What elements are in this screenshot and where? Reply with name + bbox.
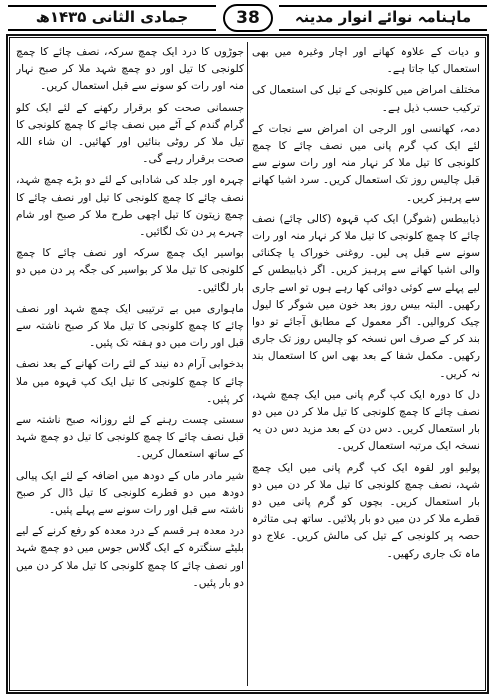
paragraph: و دیات کے علاوہ کھانے اور اچار وغیرہ میں بھی استعمال کیا جاتا ہے۔ (252, 46, 480, 76)
paragraph: بدخوابی آرام دہ نیند کے لئے رات کھانے کے بعد نصف چائے کا چمچ کلونجی کا تیل ایک کپ قہوہ میں ملا کر پئیں۔ (16, 358, 244, 405)
issue-date: جمادی الثانی ۱۴۳۵ھ (35, 8, 189, 26)
paragraph: ذیابیطس (شوگر) ایک کپ قہوہ (کالی چائے) نصف چائے کا چمچ کلونجی کا تیل ملا کر نہار منہ اور رات سونے سے قبل پی لیں۔ روغنی خوراک یا چکنائی والی اشیا کھانے سے پرہیز کریں۔ اگر ذیابیطس کے لیے پہلے سے کوئی دوائی کھا رہے ہوں تو اسے جاری رکھیں۔ البتہ بیس روز بعد خون میں شوگر کا لیول چیک کروالیں۔ اگر معمول کے مطابق آجائے تو دوا بند کر کے صرف اس نسخہ کو چالیس روز تک جاری رکھیں۔ مکمل شفا کے بعد بھی اس کا استعمال بند نہ کریں۔ (252, 212, 480, 380)
paragraph: پولیو اور لقوہ ایک کپ گرم پانی میں ایک چمچ شہد، نصف چمچ کلونجی کا تیل ملا کر دن میں دو بار استعمال کریں۔ بچوں کو گرم پانی میں دو قطرے ملا کر دن میں دو بار پلائیں۔ ساتھ ہی متاثرہ حصہ پر کلونجی کے تیل کی مالش کریں۔ علاج دو ماہ تک جاری رکھیں۔ (252, 461, 480, 560)
paragraph: مختلف امراض میں کلونجی کے تیل کی استعمال کی ترکیب حسب ذیل ہے۔ (252, 84, 480, 114)
page-header (8, 4, 487, 32)
paragraph: سستی چست رہنے کے لئے روزانہ صبح ناشتہ سے قبل نصف چائے کا چمچ کلونجی کا تیل دو چمچ شہد کے ساتھ استعمال کریں۔ (16, 414, 244, 461)
paragraph: درد معدہ ہر قسم کے درد معدہ کو رفع کرنے کے لیے بلیٹے سنگترہ کے ایک گلاس جوس میں دو چمچ شہد اور نصف چائے کا چمچ کلونجی کا تیل ملا کر دن میں دو بار پئیں۔ (16, 525, 244, 589)
paragraph: دل کا دورہ ایک کپ گرم پانی میں ایک چمچ شہد، نصف چائے کا چمچ کلونجی کا تیل ملا کر دن میں دو بار استعمال کریں۔ دس دن کے بعد مزید دس دن یہ نسخہ ایک مرتبہ استعمال کریں۔ (252, 388, 480, 453)
paragraph: بواسیر ایک چمچ سرکہ اور نصف چائے کا چمچ کلونجی کا تیل ملا کر بواسیر کی جگہ پر دن میں دو بار لگائیں۔ (16, 247, 244, 294)
magazine-title: ماہنامہ نوائے انوار مدینہ (294, 8, 472, 26)
paragraph: شیر مادر ماں کے دودھ میں اضافہ کے لئے ایک پیالی دودھ میں دو قطرے کلونجی کا تیل ڈال کر صبح ناشتہ سے قبل اور رات سونے سے پہلے پئیں۔ (16, 469, 244, 517)
paragraph: جسمانی صحت کو برقرار رکھنے کے لئے ایک کلو گرام گندم کے آٹے میں نصف چائے کا چمچ کلونجی کا تیل ملا کر روٹی بنائیں اور کھائیں۔ ان شاء اللہ صحت برقرار رہے گی۔ (16, 101, 244, 166)
column-divider (247, 42, 248, 686)
right-column (252, 44, 480, 684)
paragraph: دمہ، کھانسی اور الرجی ان امراض سے نجات کے لئے ایک کپ گرم پانی میں نصف چائے کا چمچ کلونجی کا تیل ملا کر نہار منہ اور رات سونے سے قبل چالیس روز تک استعمال کریں۔ سرد اشیا کھانے سے پرہیز کریں۔ (252, 122, 480, 204)
paragraph: جوڑوں کا درد ایک چمچ سرکہ، نصف چائے کا چمچ کلونجی کا تیل اور دو چمچ شہد ملا کر صبح نہار منہ اور رات کو سونے سے قبل استعمال کریں۔ (16, 46, 244, 93)
left-column (16, 44, 244, 684)
paragraph: چہرہ اور جلد کی شادابی کے لئے دو بڑے چمچ شہد، نصف چائے کا چمچ کلونجی کا تیل اور نصف چائے کا چمچ زیتون کا تیل اچھی طرح ملا کر صبح اور شام چہرے پر دن تک لگائیں۔ (16, 174, 244, 239)
page-number: 38 (223, 4, 273, 32)
paragraph: ماہواری میں بے ترتیبی ایک چمچ شہد اور نصف چائے کا چمچ کلونجی کا تیل ملا کر صبح ناشتہ سے قبل اور رات میں دو ہفتہ تک پئیں۔ (16, 302, 244, 350)
